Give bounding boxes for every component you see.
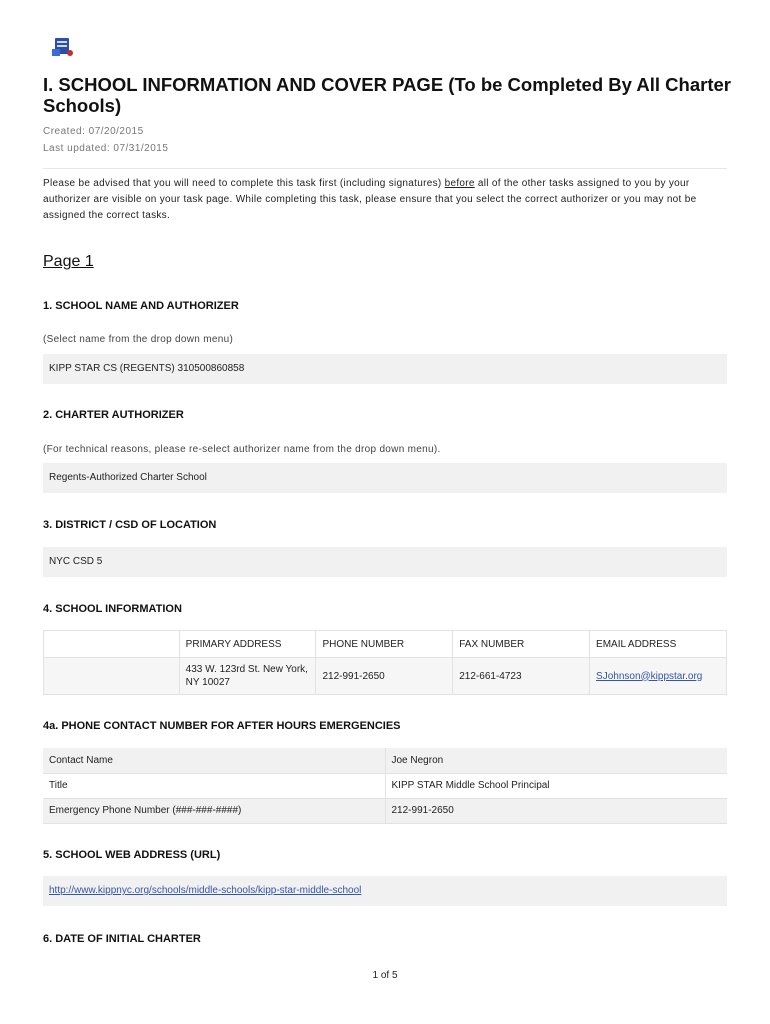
district-field[interactable]: NYC CSD 5	[43, 547, 727, 577]
email-link[interactable]: SJohnson@kippstar.org	[596, 670, 703, 682]
section-3-title: 3. DISTRICT / CSD OF LOCATION	[43, 519, 217, 531]
phone-cell: 212-991-2650	[316, 658, 453, 695]
fax-cell: 212-661-4723	[453, 658, 590, 695]
school-url-link[interactable]: http://www.kippnyc.org/schools/middle-schools/kipp-star-middle-school	[49, 885, 362, 896]
school-name-select[interactable]: KIPP STAR CS (REGENTS) 310500860858	[43, 354, 727, 384]
section-2-hint: (For technical reasons, please re-select authorizer name from the drop down menu).	[43, 444, 441, 455]
table-row	[44, 658, 727, 695]
intro-text-end: all of the other tasks assigned to you by your authorizer are visible on your task page. While completing this task, please ensure that you select the correct authorizer or you may not be assigned the correct tasks.	[43, 178, 697, 221]
table-row	[43, 773, 727, 798]
table-row-label	[44, 658, 180, 695]
intro-emphasis: before	[444, 178, 475, 189]
web-address-field	[43, 876, 727, 906]
section-2-title: 2. CHARTER AUTHORIZER	[43, 409, 184, 421]
table-row	[43, 798, 727, 823]
emergency-phone-label: Emergency Phone Number (###-###-####)	[43, 798, 385, 823]
table-header-blank	[44, 631, 180, 658]
page-title: I. SCHOOL INFORMATION AND COVER PAGE (To be Completed By All Charter Schools)	[43, 74, 731, 116]
divider	[43, 168, 727, 169]
primary-address-cell: 433 W. 123rd St. New York, NY 10027	[179, 658, 316, 695]
email-cell	[590, 658, 727, 695]
table-header-row	[44, 631, 727, 658]
section-1-hint: (Select name from the drop down menu)	[43, 334, 234, 345]
emergency-phone-value: 212-991-2650	[385, 798, 727, 823]
created-date: Created: 07/20/2015	[43, 126, 144, 137]
section-4-title: 4. SCHOOL INFORMATION	[43, 603, 182, 615]
intro-paragraph	[43, 176, 728, 224]
contact-name-label: Contact Name	[43, 748, 385, 773]
school-info-table	[43, 630, 727, 695]
table-header-fax: FAX NUMBER	[453, 631, 590, 658]
document-icon	[50, 37, 74, 57]
page-heading: Page 1	[43, 253, 94, 270]
charter-authorizer-select[interactable]: Regents-Authorized Charter School	[43, 463, 727, 493]
emergency-contact-table	[43, 748, 727, 824]
title-value: KIPP STAR Middle School Principal	[385, 773, 727, 798]
section-1-title: 1. SCHOOL NAME AND AUTHORIZER	[43, 300, 239, 312]
section-6-title: 6. DATE OF INITIAL CHARTER	[43, 933, 201, 945]
page-number: 1 of 5	[372, 970, 398, 981]
title-label: Title	[43, 773, 385, 798]
table-header-phone: PHONE NUMBER	[316, 631, 453, 658]
section-5-title: 5. SCHOOL WEB ADDRESS (URL)	[43, 849, 221, 861]
table-header-email: EMAIL ADDRESS	[590, 631, 727, 658]
contact-name-value: Joe Negron	[385, 748, 727, 773]
table-header-primary-address: PRIMARY ADDRESS	[179, 631, 316, 658]
section-4a-title: 4a. PHONE CONTACT NUMBER FOR AFTER HOURS EMERGENCIES	[43, 720, 401, 732]
intro-text-start: Please be advised that you will need to complete this task first (including signatures)	[43, 178, 445, 189]
last-updated-date: Last updated: 07/31/2015	[43, 143, 169, 154]
table-row	[43, 748, 727, 773]
